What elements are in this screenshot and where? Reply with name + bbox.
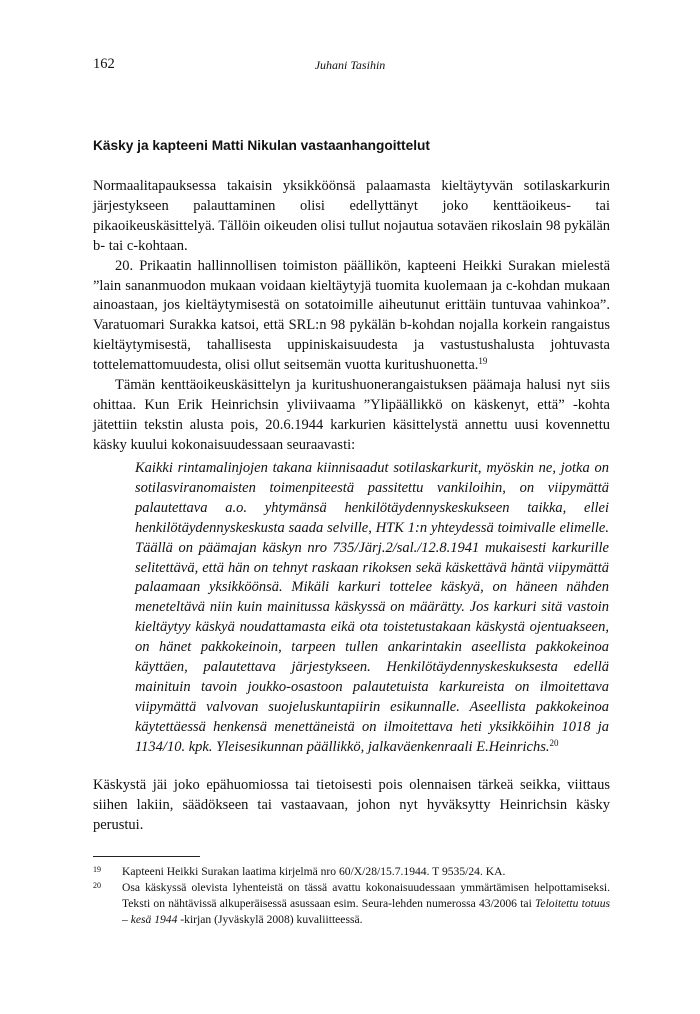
footnote-19 (93, 864, 610, 880)
footnote-number: 20 (93, 881, 101, 890)
footnote-book-title: Teloitettu totuus – kesä 1944 (122, 897, 610, 926)
footnotes (93, 864, 610, 928)
body-text-closing (93, 776, 610, 836)
block-quote (135, 459, 609, 758)
running-head: Juhani Tasihin (314, 58, 386, 72)
paragraph-4: Käskystä jäi joko epähuomiossa tai tietoisesti pois olennaisen tärkeä seikka, viittaus siihen lakiin, säädökseen tai vastaavaan, johon nyt hyväksytty Heinrichsin käsky perustui. (93, 777, 610, 833)
footnote-20 (93, 880, 610, 928)
quote-text: Kaikki rintamalinjojen takana kiinnisaadut sotilaskarkurit, myöskin ne, jotka on sotilasviranomaisten toimenpiteestä passitettu vankiloihin, on viipymättä palautettava a.o. yhtymänsä henkilötäydennyskeskukseen taikka, ellei henkilötäydennyskeskusta saada selville, HTK 1:n yhteydessä toimivalle elimelle. Täällä on päämajan käskyn nro 735/Järj.2/sal./12.8.1941 mukaisesti karkurille selitettävä, että hän on tehnyt raskaan rikoksen sekä käskettävä häntä viipymättä palaamaan yksikköönsä. Mikäli karkuri tottelee käskyä, on häneen nähden meneteltävä niin kuin mainitussa käskyssä on määrätty. Jos karkuri sitä vastoin kieltäytyy käskyä noudattamasta eikä ota toistetustakaan käskystä ojentuakseen, on hänet pakkokeinoin, tarpeen tullen ankarintakin aseellista pakkokeinoa käyttäen, palautettava järjestykseen. Henkilötäydennyskeskuksesta edellä mainituin tavoin joukko-osastoon palautetuista karkureista on ilmoitettava viipymättä valvovan suojeluskuntapiirin esikunnalle. Aseellista pakkokeinoa käytettäessä henkensä menettäneistä on ilmoitettava heti yksikköihin 1018 ja 1134/10. kpk. Yleisesikunnan päällikkö, jalkaväenkenraali E.Heinrichs. (135, 460, 609, 755)
paragraph-2 (93, 257, 610, 376)
body-text (93, 177, 610, 456)
section-heading: Käsky ja kapteeni Matti Nikulan vastaanhangoittelut (93, 138, 430, 153)
footnote-ref-20[interactable]: 20 (549, 737, 559, 748)
footnote-ref-19[interactable]: 19 (478, 356, 488, 367)
footnote-text-before: Osa käskyssä olevista lyhenteistä on tässä avattu kokonaisuudessaan ymmärtämisen helpottamiseksi. Teksti on nähtävissä alkuperäisessä asussaan esim. Seura-lehden numerossa 43/2006 tai (122, 881, 610, 910)
paragraph-1: Normaalitapauksessa takaisin yksikköönsä palaamasta kieltäytyvän sotilaskarkurin järjestykseen palauttaminen olisi edellyttänyt joko kenttäoikeus- tai pikaoikeuskäsittelyä. Tällöin oikeuden olisi tullut nojautua sotaväen rikoslain 98 pykälän b- tai c-kohtaan. (93, 178, 610, 254)
page-number: 162 (93, 56, 115, 72)
footnote-text-after: -kirjan (Jyväskylä 2008) kuvaliitteessä. (177, 913, 363, 926)
paragraph-2-text: 20. Prikaatin hallinnollisen toimiston päällikön, kapteeni Heikki Surakan mielestä ”lain sananmuodon mukaan voidaan kieltäytyjä tuomita kuolemaan ja c-kohdan mukaan ainoastaan, jos kieltäytymisestä on sotatoimille aiheutunut erittäin tuntuvaa vahinkoa”. Varatuomari Surakka katsoi, että SRL:n 98 pykälän b-kohdan nojalla korkein rangaistus kieltäytymisestä, tahallisesta uppiniskaisuudesta ja vastustushalusta johtuvasta tottelemattomuudesta, olisi ollut seitsemän vuotta kuritushuonetta. (93, 257, 610, 374)
footnote-number: 19 (93, 865, 101, 874)
paragraph-3: Tämän kenttäoikeuskäsittelyn ja kuritushuonerangaistuksen päämaja halusi nyt siis ohittaa. Kun Erik Heinrichsin yliviivaama ”Ylipäällikkö on käskenyt, että” -kohta jätettiin tekstin alusta pois, 20.6.1944 karkurien käsittelystä annettu uusi kovennettu käsky kuului kokonaisuudessaan seuraavasti: (93, 377, 610, 453)
footnote-divider (93, 856, 200, 857)
footnote-text: Kapteeni Heikki Surakan laatima kirjelmä nro 60/X/28/15.7.1944. T 9535/24. KA. (122, 865, 506, 878)
